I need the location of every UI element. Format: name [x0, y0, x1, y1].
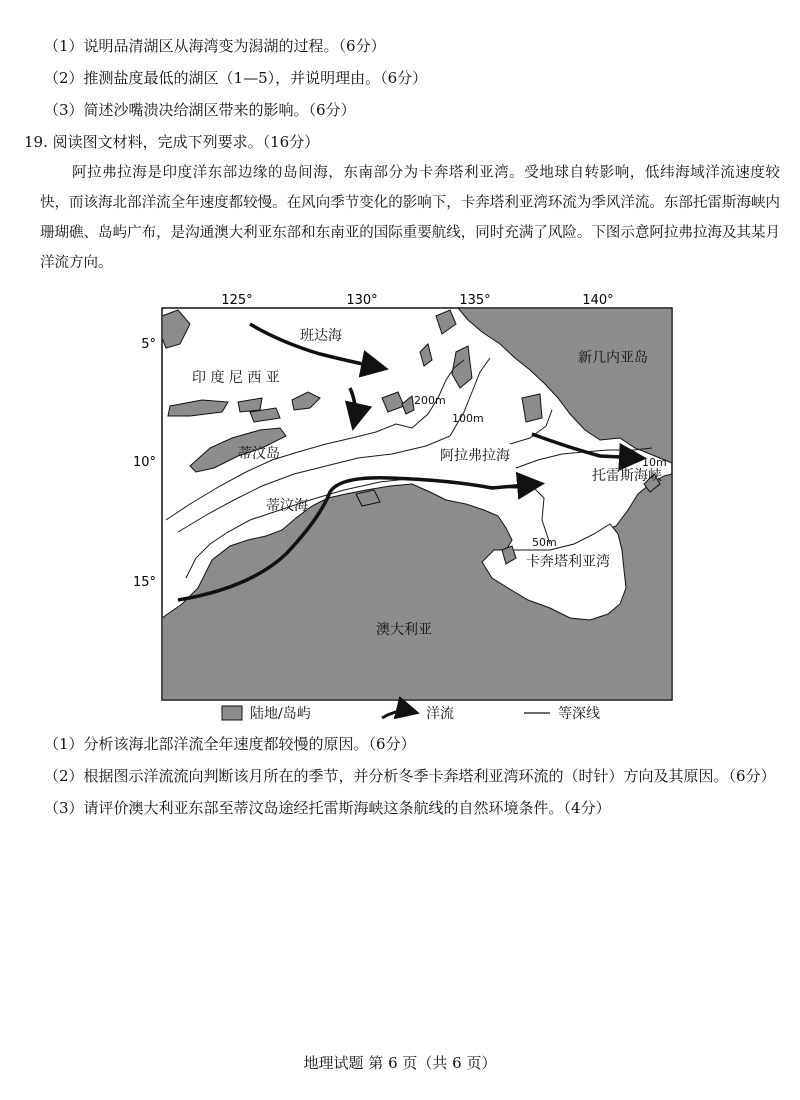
legend-isobath-label: 等深线	[558, 706, 600, 722]
arafura-sea-label: 阿拉弗拉海	[440, 448, 510, 464]
legend-land-swatch	[222, 706, 242, 720]
question-19-heading: 19. 阅读图文材料，完成下列要求。（16分）	[24, 133, 320, 151]
prev-question-2: （2）推测盐度最低的湖区（1—5），并说明理由。（6分）	[44, 69, 428, 87]
lon-label-140: 140°	[582, 293, 614, 308]
new-guinea-label: 新几内亚岛	[578, 350, 648, 366]
indonesia-label: 印 度 尼 西 亚	[192, 370, 280, 386]
legend-land-label: 陆地/岛屿	[250, 706, 311, 722]
prev-question-1: （1）说明品清湖区从海湾变为潟湖的过程。（6分）	[44, 37, 386, 55]
q19-sub-question-2: （2）根据图示洋流流向判断该月所在的季节，并分析冬季卡奔塔利亚湾环流的（时针）方向及其原因。（6分）	[44, 767, 776, 785]
map-legend	[222, 705, 600, 722]
depth-label-100m: 100m	[452, 412, 484, 425]
lon-label-135: 135°	[459, 293, 491, 308]
timor-sea-label: 蒂汶海	[266, 498, 308, 514]
legend-current-arrow	[382, 711, 414, 718]
question-19-material: 阿拉弗拉海是印度洋东部边缘的岛间海，东南部分为卡奔塔利亚湾。受地球自转影响，低纬海域洋流速度较快，而该海北部洋流全年速度都较慢。在风向季节变化的影响下，卡奔塔利亚湾环流为季风洋流。东部托雷斯海峡内珊瑚礁、岛屿广布，是沟通澳大利亚东部和东南亚的国际重要航线，同时充满了风险。下图示意阿拉弗拉海及其某月洋流方向。	[40, 165, 780, 271]
torres-strait-label: 托雷斯海峡	[592, 468, 662, 484]
q19-sub-question-1: （1）分析该海北部洋流全年速度都较慢的原因。（6分）	[44, 735, 416, 753]
banda-sea-label: 班达海	[300, 328, 342, 344]
lon-label-130: 130°	[346, 293, 378, 308]
gulf-carpentaria-label: 卡奔塔利亚湾	[526, 554, 610, 570]
lat-label-5: 5°	[141, 337, 156, 352]
legend-current-label: 洋流	[426, 706, 454, 722]
lon-label-125: 125°	[221, 293, 253, 308]
lat-label-10: 10°	[132, 455, 156, 470]
depth-label-10m: 10m	[642, 456, 667, 469]
island	[522, 394, 542, 422]
lat-label-15: 15°	[132, 575, 156, 590]
arafura-sea-map	[130, 288, 690, 728]
prev-question-3: （3）简述沙嘴溃决给湖区带来的影响。（6分）	[44, 101, 356, 119]
timor-island-label: 蒂汶岛	[238, 446, 280, 462]
australia-label: 澳大利亚	[376, 622, 432, 638]
depth-label-50m: 50m	[532, 536, 557, 549]
q19-sub-question-3: （3）请评价澳大利亚东部至蒂汶岛途经托雷斯海峡这条航线的自然环境条件。（4分）	[44, 799, 611, 817]
depth-label-200m: 200m	[414, 394, 446, 407]
page-footer: 地理试题 第 6 页（共 6 页）	[303, 1054, 497, 1072]
